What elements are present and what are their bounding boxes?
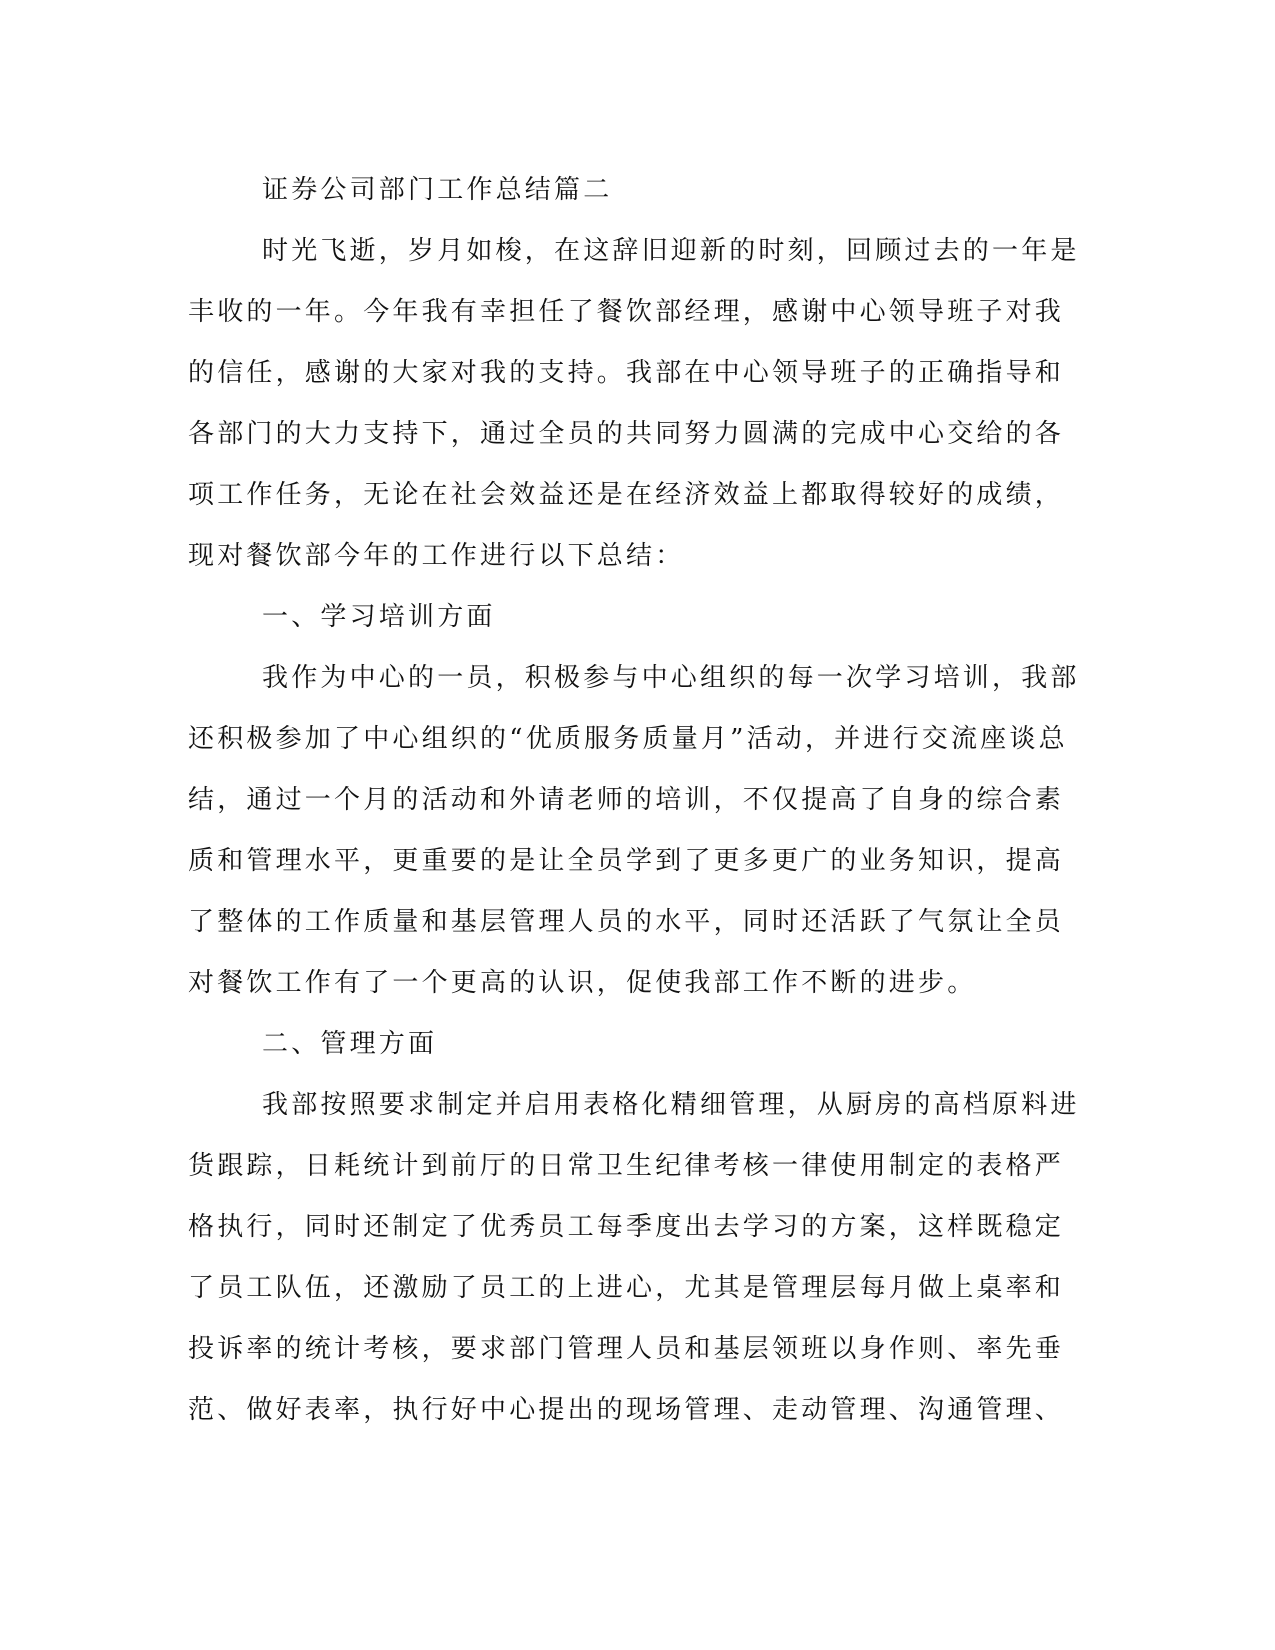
paragraph-line: 丰收的一年。今年我有幸担任了餐饮部经理，感谢中心领导班子对我 bbox=[188, 297, 1065, 327]
paragraph-line: 现对餐饮部今年的工作进行以下总结： bbox=[188, 541, 685, 571]
paragraph-line: 的信任，感谢的大家对我的支持。我部在中心领导班子的正确指导和 bbox=[188, 358, 1065, 388]
paragraph-line: 各部门的大力支持下，通过全员的共同努力圆满的完成中心交给的各 bbox=[188, 419, 1065, 449]
paragraph-line: 了整体的工作质量和基层管理人员的水平，同时还活跃了气氛让全员 bbox=[188, 907, 1065, 937]
paragraph-line: 格执行，同时还制定了优秀员工每季度出去学习的方案，这样既稳定 bbox=[188, 1212, 1065, 1242]
paragraph-line: 时光飞逝，岁月如梭，在这辞旧迎新的时刻，回顾过去的一年是 bbox=[262, 236, 1080, 266]
paragraph-line: 货跟踪，日耗统计到前厅的日常卫生纪律考核一律使用制定的表格严 bbox=[188, 1151, 1065, 1181]
paragraph-line: 对餐饮工作有了一个更高的认识，促使我部工作不断的进步。 bbox=[188, 968, 977, 998]
document-title: 证券公司部门工作总结篇二 bbox=[262, 175, 613, 205]
paragraph-line: 范、做好表率，执行好中心提出的现场管理、走动管理、沟通管理、 bbox=[188, 1395, 1065, 1425]
paragraph-line: 项工作任务，无论在社会效益还是在经济效益上都取得较好的成绩， bbox=[188, 480, 1065, 510]
paragraph-line: 我部按照要求制定并启用表格化精细管理，从厨房的高档原料进 bbox=[262, 1090, 1080, 1120]
paragraph-line: 结，通过一个月的活动和外请老师的培训，不仅提高了自身的综合素 bbox=[188, 785, 1065, 815]
paragraph-line: 还积极参加了中心组织的“优质服务质量月”活动，并进行交流座谈总 bbox=[188, 724, 1068, 754]
section-heading: 二、管理方面 bbox=[262, 1029, 438, 1059]
document-body bbox=[188, 160, 1080, 1441]
paragraph-line: 我作为中心的一员，积极参与中心组织的每一次学习培训，我部 bbox=[262, 663, 1080, 693]
paragraph-line: 质和管理水平，更重要的是让全员学到了更多更广的业务知识，提高 bbox=[188, 846, 1065, 876]
paragraph-line: 投诉率的统计考核，要求部门管理人员和基层领班以身作则、率先垂 bbox=[188, 1334, 1065, 1364]
section-heading: 一、学习培训方面 bbox=[262, 602, 496, 632]
paragraph-line: 了员工队伍，还激励了员工的上进心，尤其是管理层每月做上桌率和 bbox=[188, 1273, 1065, 1303]
